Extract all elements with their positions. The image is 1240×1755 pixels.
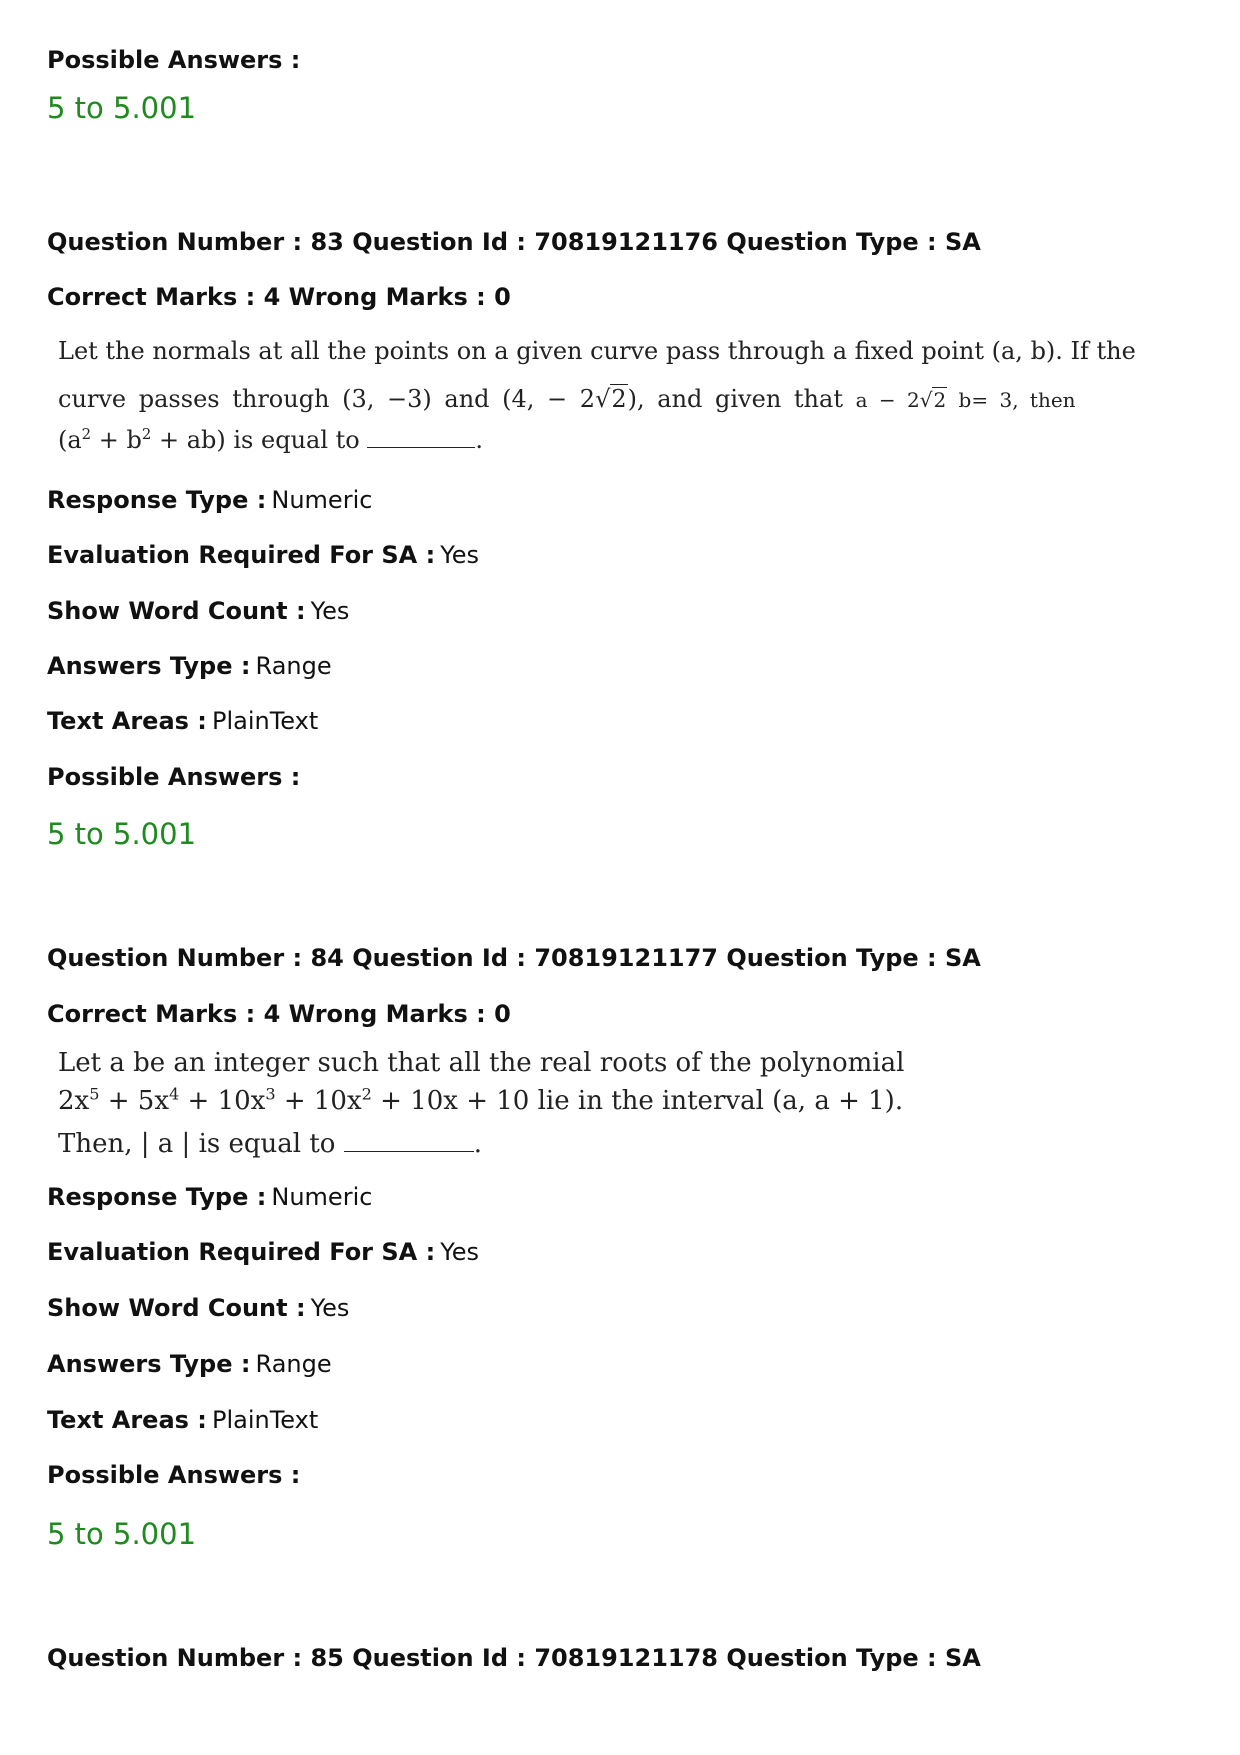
- possible-answer-value-84: 5 to 5.001: [47, 1517, 197, 1551]
- correct-marks-value: 4: [263, 1000, 281, 1028]
- question-83-line-1: Let the normals at all the points on a given curve pass through a fixed point (a, b). If the: [58, 337, 1136, 365]
- question-84-line-1: Let a be an integer such that all the real roots of the polynomial: [58, 1048, 905, 1078]
- answers-type-84: Answers Type : Range: [47, 1350, 332, 1378]
- show-word-count-84: Show Word Count : Yes: [47, 1294, 350, 1322]
- question-84-line-3: Then, | a | is equal to .: [58, 1125, 482, 1159]
- question-83-line-3: $(a^2 + b^2 + ab)$ is equal to .: [58, 425, 483, 454]
- possible-answers-label-83: Possible Answers :: [47, 763, 301, 791]
- possible-answer-value: 5 to 5.001: [47, 91, 197, 125]
- response-type-83: Response Type : Numeric: [47, 486, 373, 514]
- correct-marks-label: Correct Marks :: [47, 283, 256, 311]
- text-areas-83: Text Areas : PlainText: [47, 707, 319, 735]
- marks-line-83: [47, 283, 511, 311]
- evaluation-required-83: Evaluation Required For SA : Yes: [47, 541, 480, 569]
- possible-answers-label: Possible Answers :: [47, 46, 301, 74]
- question-83-line-2: curve passes through (3, −3) and (4, − 2√2), and given that a − 2√2 b= 3, then: [58, 385, 1076, 413]
- marks-line-84: [47, 1000, 511, 1028]
- possible-answers-label-84: Possible Answers :: [47, 1461, 301, 1489]
- answers-type-83: Answers Type : Range: [47, 652, 332, 680]
- response-type-84: Response Type : Numeric: [47, 1183, 373, 1211]
- possible-answer-value-83: 5 to 5.001: [47, 817, 197, 851]
- correct-marks-label: Correct Marks :: [47, 1000, 256, 1028]
- question-text-image-83: [58, 330, 1136, 455]
- question-84-line-2: $2x^5 + 5x^4 + 10x^3 + 10x^2 + 10x + 10$ lie in the interval (a, a + 1).: [58, 1084, 904, 1116]
- text-areas-84: Text Areas : PlainText: [47, 1406, 319, 1434]
- question-header-84: Question Number : 84 Question Id : 70819121177 Question Type : SA: [47, 944, 981, 972]
- show-word-count-83: Show Word Count : Yes: [47, 597, 350, 625]
- question-header-85: Question Number : 85 Question Id : 70819121178 Question Type : SA: [47, 1644, 981, 1672]
- wrong-marks-value: 0: [494, 283, 511, 311]
- wrong-marks-label: Wrong Marks :: [288, 283, 486, 311]
- evaluation-required-84: Evaluation Required For SA : Yes: [47, 1238, 480, 1266]
- answer-blank: [367, 423, 475, 448]
- wrong-marks-label: Wrong Marks :: [288, 1000, 486, 1028]
- answer-blank: [344, 1125, 474, 1152]
- correct-marks-value: 4: [263, 283, 281, 311]
- wrong-marks-value: 0: [494, 1000, 511, 1028]
- question-header-83: Question Number : 83 Question Id : 70819121176 Question Type : SA: [47, 228, 981, 256]
- question-text-image-84: [58, 1046, 905, 1166]
